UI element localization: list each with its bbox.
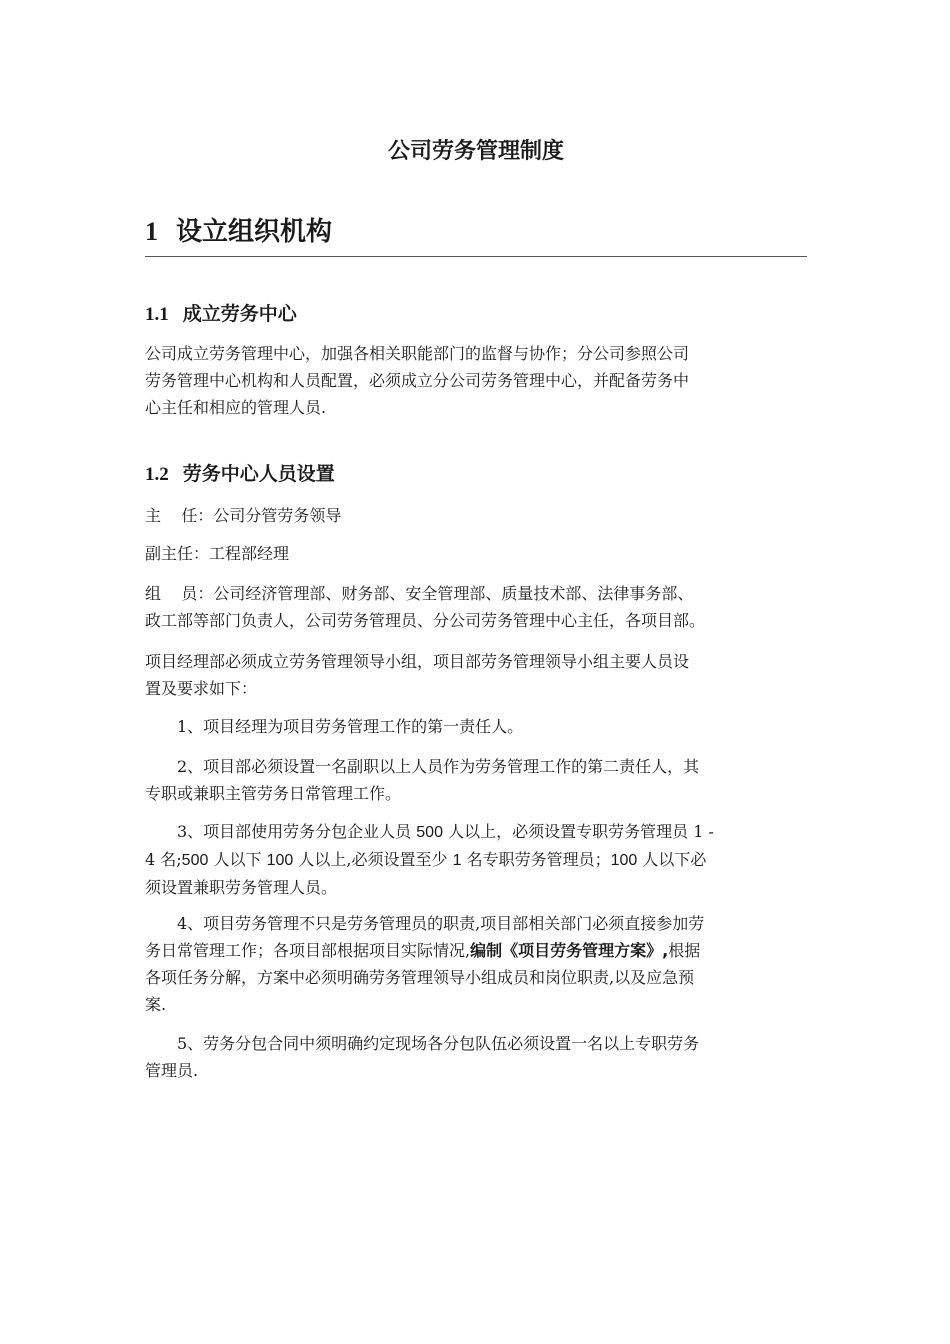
list-item-3 [145,818,807,901]
section-1-2-heading [145,460,335,489]
text-line: 须设置兼职劳务管理人员。 [145,878,338,897]
text-line: 案. [145,995,167,1014]
section-number: 1 [145,217,158,246]
text-line: 公司成立劳务管理中心，加强各相关职能部门的监督与协作；分公司参照公司 [145,344,690,363]
text-line: 5、劳务分包合同中须明确约定现场各分包队伍必须设置一名以上专职劳务 [177,1034,700,1053]
section-number: 1.2 [145,464,169,485]
list-item-2 [145,753,807,807]
members-paragraph [145,580,807,634]
text-line: 4、项目劳务管理不只是劳务管理员的职责,项目部相关部门必须直接参加劳 [177,914,705,933]
text-line: 置及要求如下： [145,679,258,698]
document-title: 公司劳务管理制度 [387,139,564,164]
section-title: 设立组织机构 [176,217,333,247]
section-1-1-heading [145,300,297,329]
director-line [145,502,807,529]
text-line: 组 员：公司经济管理部、财务部、安全管理部、质量技术部、法律事务部、 [145,584,694,603]
text-line: 1、项目经理为项目劳务管理工作的第一责任人。 [177,717,524,736]
section-1-heading [145,214,807,257]
list-item-5 [145,1030,807,1084]
deputy-line [145,540,807,567]
text-line: 主 任：公司分管劳务领导 [145,506,342,525]
section-number: 1.1 [145,304,169,325]
emphasis-text: 编制《项目劳务管理方案》, [470,941,669,960]
text-line: 务日常管理工作；各项目部根据项目实际情况,编制《项目劳务管理方案》,根据 [145,941,701,960]
list-item-1 [145,713,807,740]
intro-paragraph [145,648,807,702]
text-line: 4 名;500 人以下 100 人以上,必须设置至少 1 名专职劳务管理员；100 人以下必 [145,850,707,869]
text-line: 管理员. [145,1061,199,1080]
text-line: 副主任：工程部经理 [145,544,290,563]
text-line: 政工部等部门负责人，公司劳务管理员、分公司劳务管理中心主任，各项目部。 [145,611,706,630]
list-item-4 [145,910,807,1018]
paragraph-s11 [145,340,807,421]
text-line: 项目经理部必须成立劳务管理领导小组，项目部劳务管理领导小组主要人员设 [145,652,690,671]
text-line: 各项任务分解，方案中必须明确劳务管理领导小组成员和岗位职责,以及应急预 [145,968,695,987]
text-line: 心主任和相应的管理人员. [145,398,327,417]
section-title: 劳务中心人员设置 [182,463,335,485]
text-line: 3、项目部使用劳务分包企业人员 500 人以上，必须设置专职劳务管理员 1 - [177,822,714,841]
text-line: 专职或兼职主管劳务日常管理工作。 [145,784,402,803]
section-title: 成立劳务中心 [182,303,297,325]
text-line: 2、项目部必须设置一名副职以上人员作为劳务管理工作的第二责任人，其 [177,757,700,776]
text-line: 劳务管理中心机构和人员配置，必须成立分公司劳务管理中心，并配备劳务中 [145,371,690,390]
